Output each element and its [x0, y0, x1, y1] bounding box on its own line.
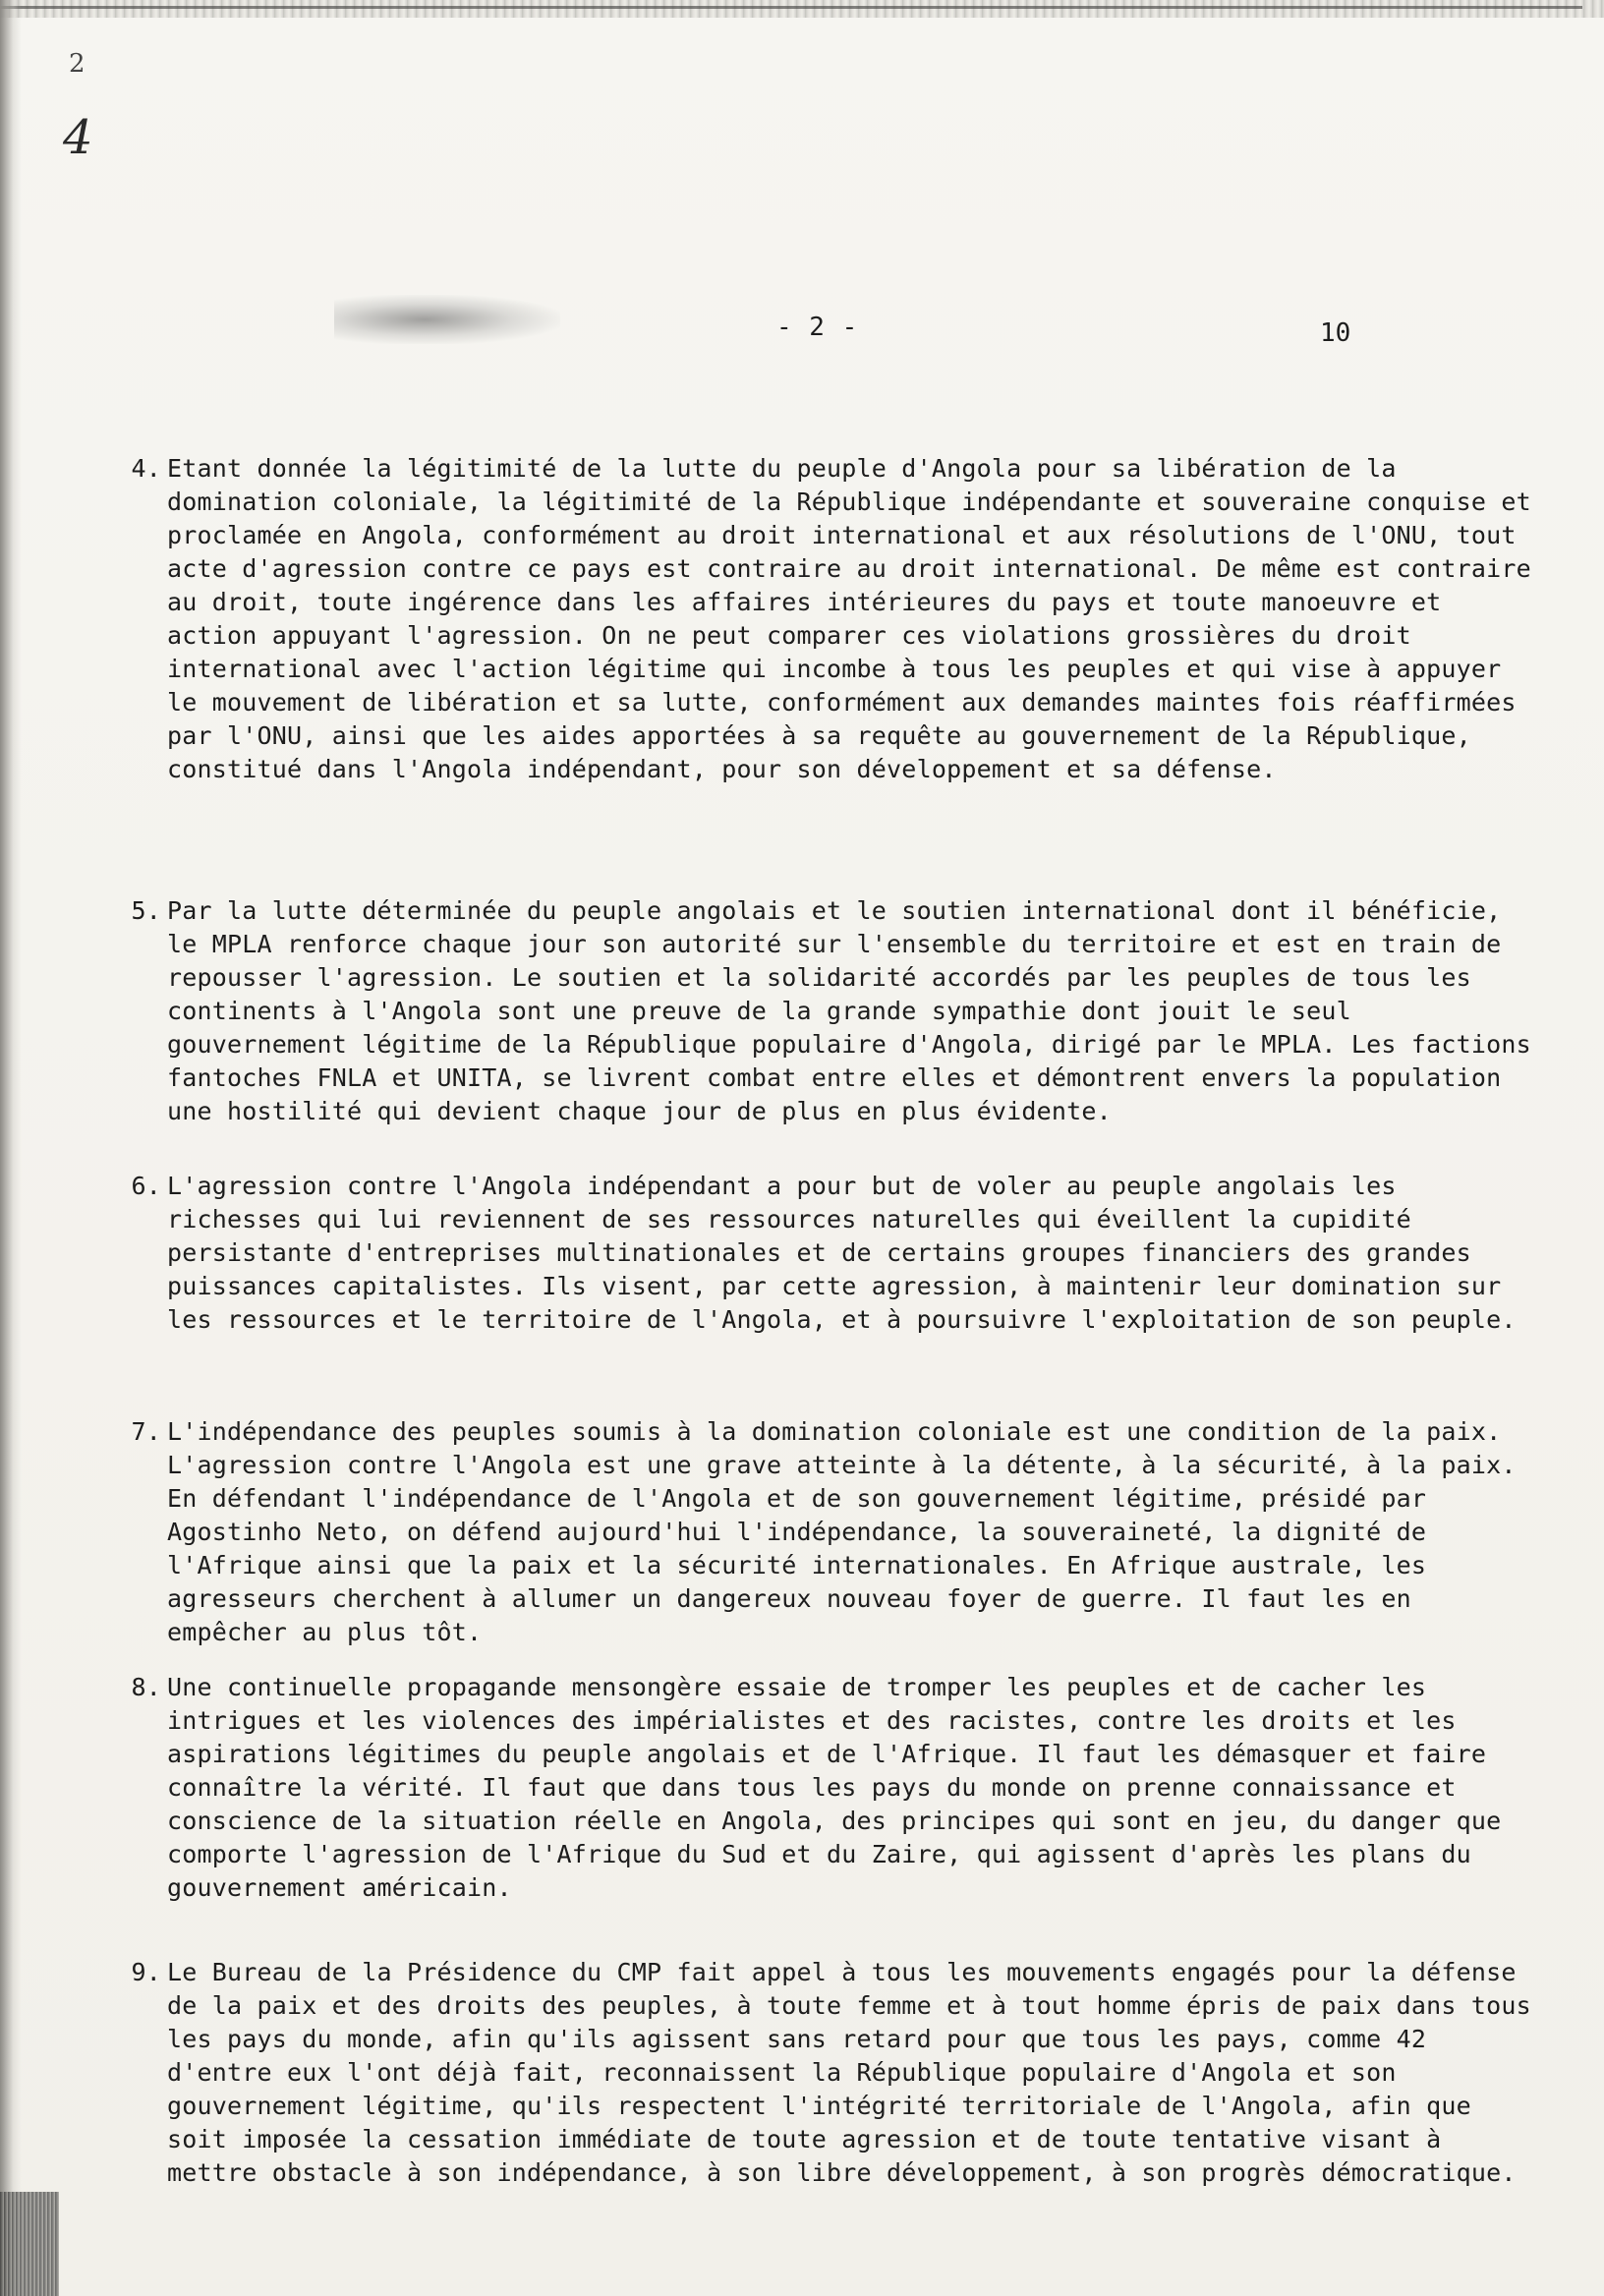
paragraph-number: 7. [131, 1417, 161, 1446]
paragraph-text: L'indépendance des peuples soumis à la domination coloniale est une condition de la paix. L'agression contre l'Angola est une grave atteinte à la détente, à la sécurité, à la paix. En défendant l'indépendance de l'Angola et de son gouvernement légitime, présidé par Agostinho Neto, on défend aujourd'hui l'indépendance, la souveraineté, la dignité de l'Afrique ainsi que la paix et la sécurité internationales. En Afrique australe, les agresseurs cherchent à allumer un dangereux nouveau foyer de guerre. Il faut les en empêcher au plus tôt. [167, 1417, 1517, 1646]
document-number: 10 [1320, 318, 1351, 348]
scan-bottom-corner [0, 2192, 59, 2296]
paragraph-number: 5. [131, 896, 161, 925]
paragraph-number: 6. [131, 1172, 161, 1200]
paragraph-number: 9. [131, 1958, 161, 1986]
numbered-paragraph [131, 1170, 1543, 1337]
numbered-paragraph [131, 1671, 1543, 1905]
paragraph-number: 8. [131, 1673, 161, 1701]
paragraph-text: Une continuelle propagande mensongère essaie de tromper les peuples et de cacher les intrigues et les violences des impérialistes et des racistes, contre les droits et les aspirations légitimes du peuple angolais et de l'Afrique. Il faut les démasquer et faire connaître la vérité. Il faut que dans tous les pays du monde on prenne connaissance et conscience de la situation réelle en Angola, des principes qui sont en jeu, du danger que comporte l'agression de l'Afrique du Sud et du Zaire, qui agissent d'après les plans du gouvernement américain. [167, 1673, 1502, 1902]
margin-handwritten-mark: 4 [63, 110, 93, 165]
paragraph-text: Etant donnée la légitimité de la lutte du peuple d'Angola pour sa libération de la domination coloniale, la légitimité de la République indépendante et souveraine conquise et proclamée en Angola, conformément au droit international et aux résolutions de l'ONU, tout acte d'agression contre ce pays est contraire au droit international. De même est contraire au droit, toute ingérence dans les affaires intérieures du pays et toute manoeuvre et action appuyant l'agression. On ne peut comparer ces violations grossières du droit international avec l'action légitime qui incombe à tous les peuples et qui vise à appuyer le mouvement de libération et sa lutte, conformément aux demandes maintes fois réaffirmées par l'ONU, ainsi que les aides apportées à sa requête au gouvernement de la République, constitué dans l'Angola indépendant, pour son développement et sa défense. [167, 454, 1531, 783]
paragraph-text: L'agression contre l'Angola indépendant a pour but de voler au peuple angolais les richesses qui lui reviennent de ses ressources naturelles qui éveillent la cupidité persistante d'entreprises multinationales et de certains groupes financiers des grandes puissances capitalistes. Ils visent, par cette agression, à maintenir leur domination sur les ressources et le territoire de l'Angola, et à poursuivre l'exploitation de son peuple. [167, 1172, 1517, 1334]
paragraph-text: Le Bureau de la Présidence du CMP fait appel à tous les mouvements engagés pour la défense de la paix et des droits des peuples, à toute femme et à tout homme épris de paix dans tous les pays du monde, afin qu'ils agissent sans retard pour que tous les pays, comme 42 d'entre eux l'ont déjà fait, reconnaissent la République populaire d'Angola et son gouvernement légitime, qu'ils respectent l'intégrité territoriale de l'Angola, afin que soit imposée la cessation immédiate de toute agression et de toute tentative visant à mettre obstacle à son indépendance, à son libre développement, à son progrès démocratique. [167, 1958, 1531, 2187]
numbered-paragraph [131, 894, 1543, 1128]
numbered-paragraph [131, 1956, 1543, 2190]
scan-top-edge [0, 0, 1604, 18]
page-number: - 2 - [776, 313, 859, 342]
numbered-paragraph [131, 452, 1543, 786]
numbered-paragraph [131, 1415, 1543, 1649]
faded-stamp [334, 295, 560, 344]
margin-mark: 2 [69, 49, 86, 79]
paragraph-number: 4. [131, 454, 161, 483]
paragraph-text: Par la lutte déterminée du peuple angolais et le soutien international dont il bénéficie, le MPLA renforce chaque jour son autorité sur l'ensemble du territoire et est en train de repousser l'agression. Le soutien et la solidarité accordés par les peuples de tous les continents à l'Angola sont une preuve de la grande sympathie dont jouit le seul gouvernement légitime de la République populaire d'Angola, dirigé par le MPLA. Les factions fantoches FNLA et UNITA, se livrent combat entre elles et démontrent envers la population une hostilité qui devient chaque jour de plus en plus évidente. [167, 896, 1531, 1125]
scan-top-line [0, 6, 1582, 9]
scan-left-shadow [0, 0, 22, 2296]
